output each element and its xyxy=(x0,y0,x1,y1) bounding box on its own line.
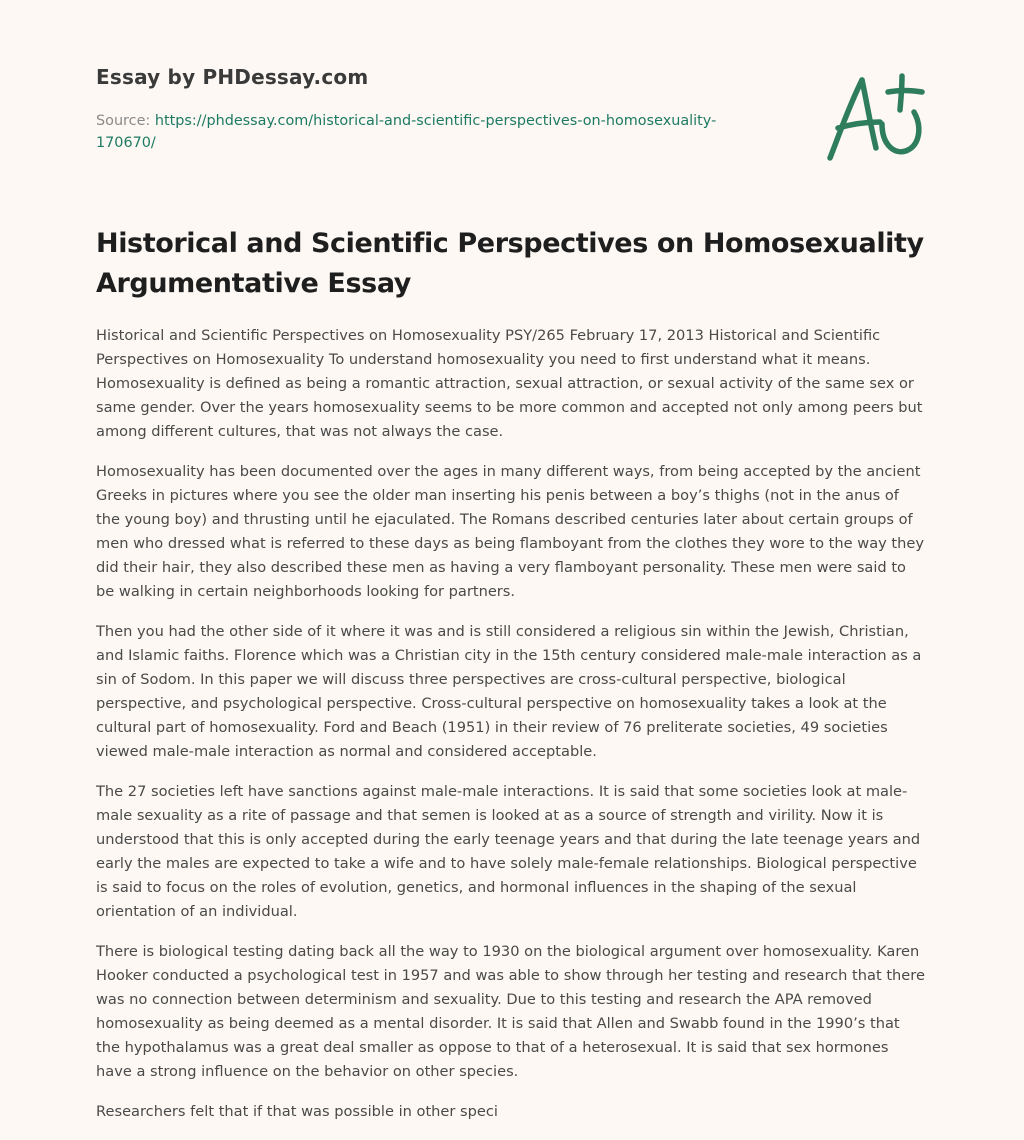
paragraph: Historical and Scientific Perspectives on Homosexuality PSY/265 February 17, 2013 Historical and Scientific Perspectives on Homosexuality To understand homosexuality you need to first understand what it means. Homosexuality is defined as being a romantic attraction, sexual attraction, or sexual activity of the same sex or same gender. Over the years homosexuality seems to be more common and accepted not only among peers but among different cultures, that was not always the case. xyxy=(96,327,923,440)
paragraph: The 27 societies left have sanctions against male-male interactions. It is said that some societies look at male-male sexuality as a rite of passage and that semen is looked at as a source of strength and virility. Now it is understood that this is only accepted during the early teenage years and that during the late teenage years and early the males are expected to take a wife and to have solely male-female relationships. Biological perspective is said to focus on the roles of evolution, genetics, and hormonal influences in the shaping of the sexual orientation of an individual. xyxy=(96,783,921,920)
a-plus-logo-icon xyxy=(818,68,930,166)
source-link-text-line2: 170670/ xyxy=(96,135,156,151)
document-title: Historical and Scientific Perspectives on Homosexuality Argumentative Essay xyxy=(96,228,924,299)
document-body xyxy=(96,324,926,1140)
source-label: Source: xyxy=(96,113,155,129)
paragraph: Then you had the other side of it where it was and is still considered a religious sin within the Jewish, Christian, and Islamic faiths. Florence which was a Christian city in the 15th century considered male-male interaction as a sin of Sodom. In this paper we will discuss three perspectives are cross-cultural perspective, biological perspective, and psychological perspective. Cross-cultural perspective on homosexuality takes a look at the cultural part of homosexuality. Ford and Beach (1951) in their review of 76 preliterate societies, 49 societies viewed male-male interaction as normal and considered acceptable. xyxy=(96,623,922,760)
paragraph: Homosexuality has been documented over the ages in many different ways, from being accepted by the ancient Greeks in pictures where you see the older man inserting his penis between a boy’s thighs (not in the anus of the young boy) and thrusting until he ejaculated. The Romans described centuries later about certain groups of men who dressed what is referred to these days as being flamboyant from the clothes they wore to the way they did their hair, they also described these men as having a very flamboyant personality. These men were said to be walking in certain neighborhoods looking for partners. xyxy=(96,463,925,600)
source-link[interactable] xyxy=(96,113,716,151)
source-line xyxy=(96,110,776,154)
source-link-text-line1: https://phdessay.com/historical-and-scientific-perspectives-on-homosexuality- xyxy=(154,113,717,129)
site-title: Essay by PHDessay.com xyxy=(96,65,369,89)
paragraph: There is biological testing dating back all the way to 1930 on the biological argument over homosexuality. Karen Hooker conducted a psychological test in 1957 and was able to show through her testing and research that there was no connection between determinism and sexuality. Due to this testing and research the APA removed homosexuality as being deemed as a mental disorder. It is said that Allen and Swabb found in the 1990’s that the hypothalamus was a great deal smaller as oppose to that of a heterosexual. It is said that sex hormones have a strong influence on the behavior on other species. xyxy=(96,943,925,1080)
page-header xyxy=(96,62,776,154)
paragraph: Researchers felt that if that was possible in other speci xyxy=(96,1103,498,1120)
